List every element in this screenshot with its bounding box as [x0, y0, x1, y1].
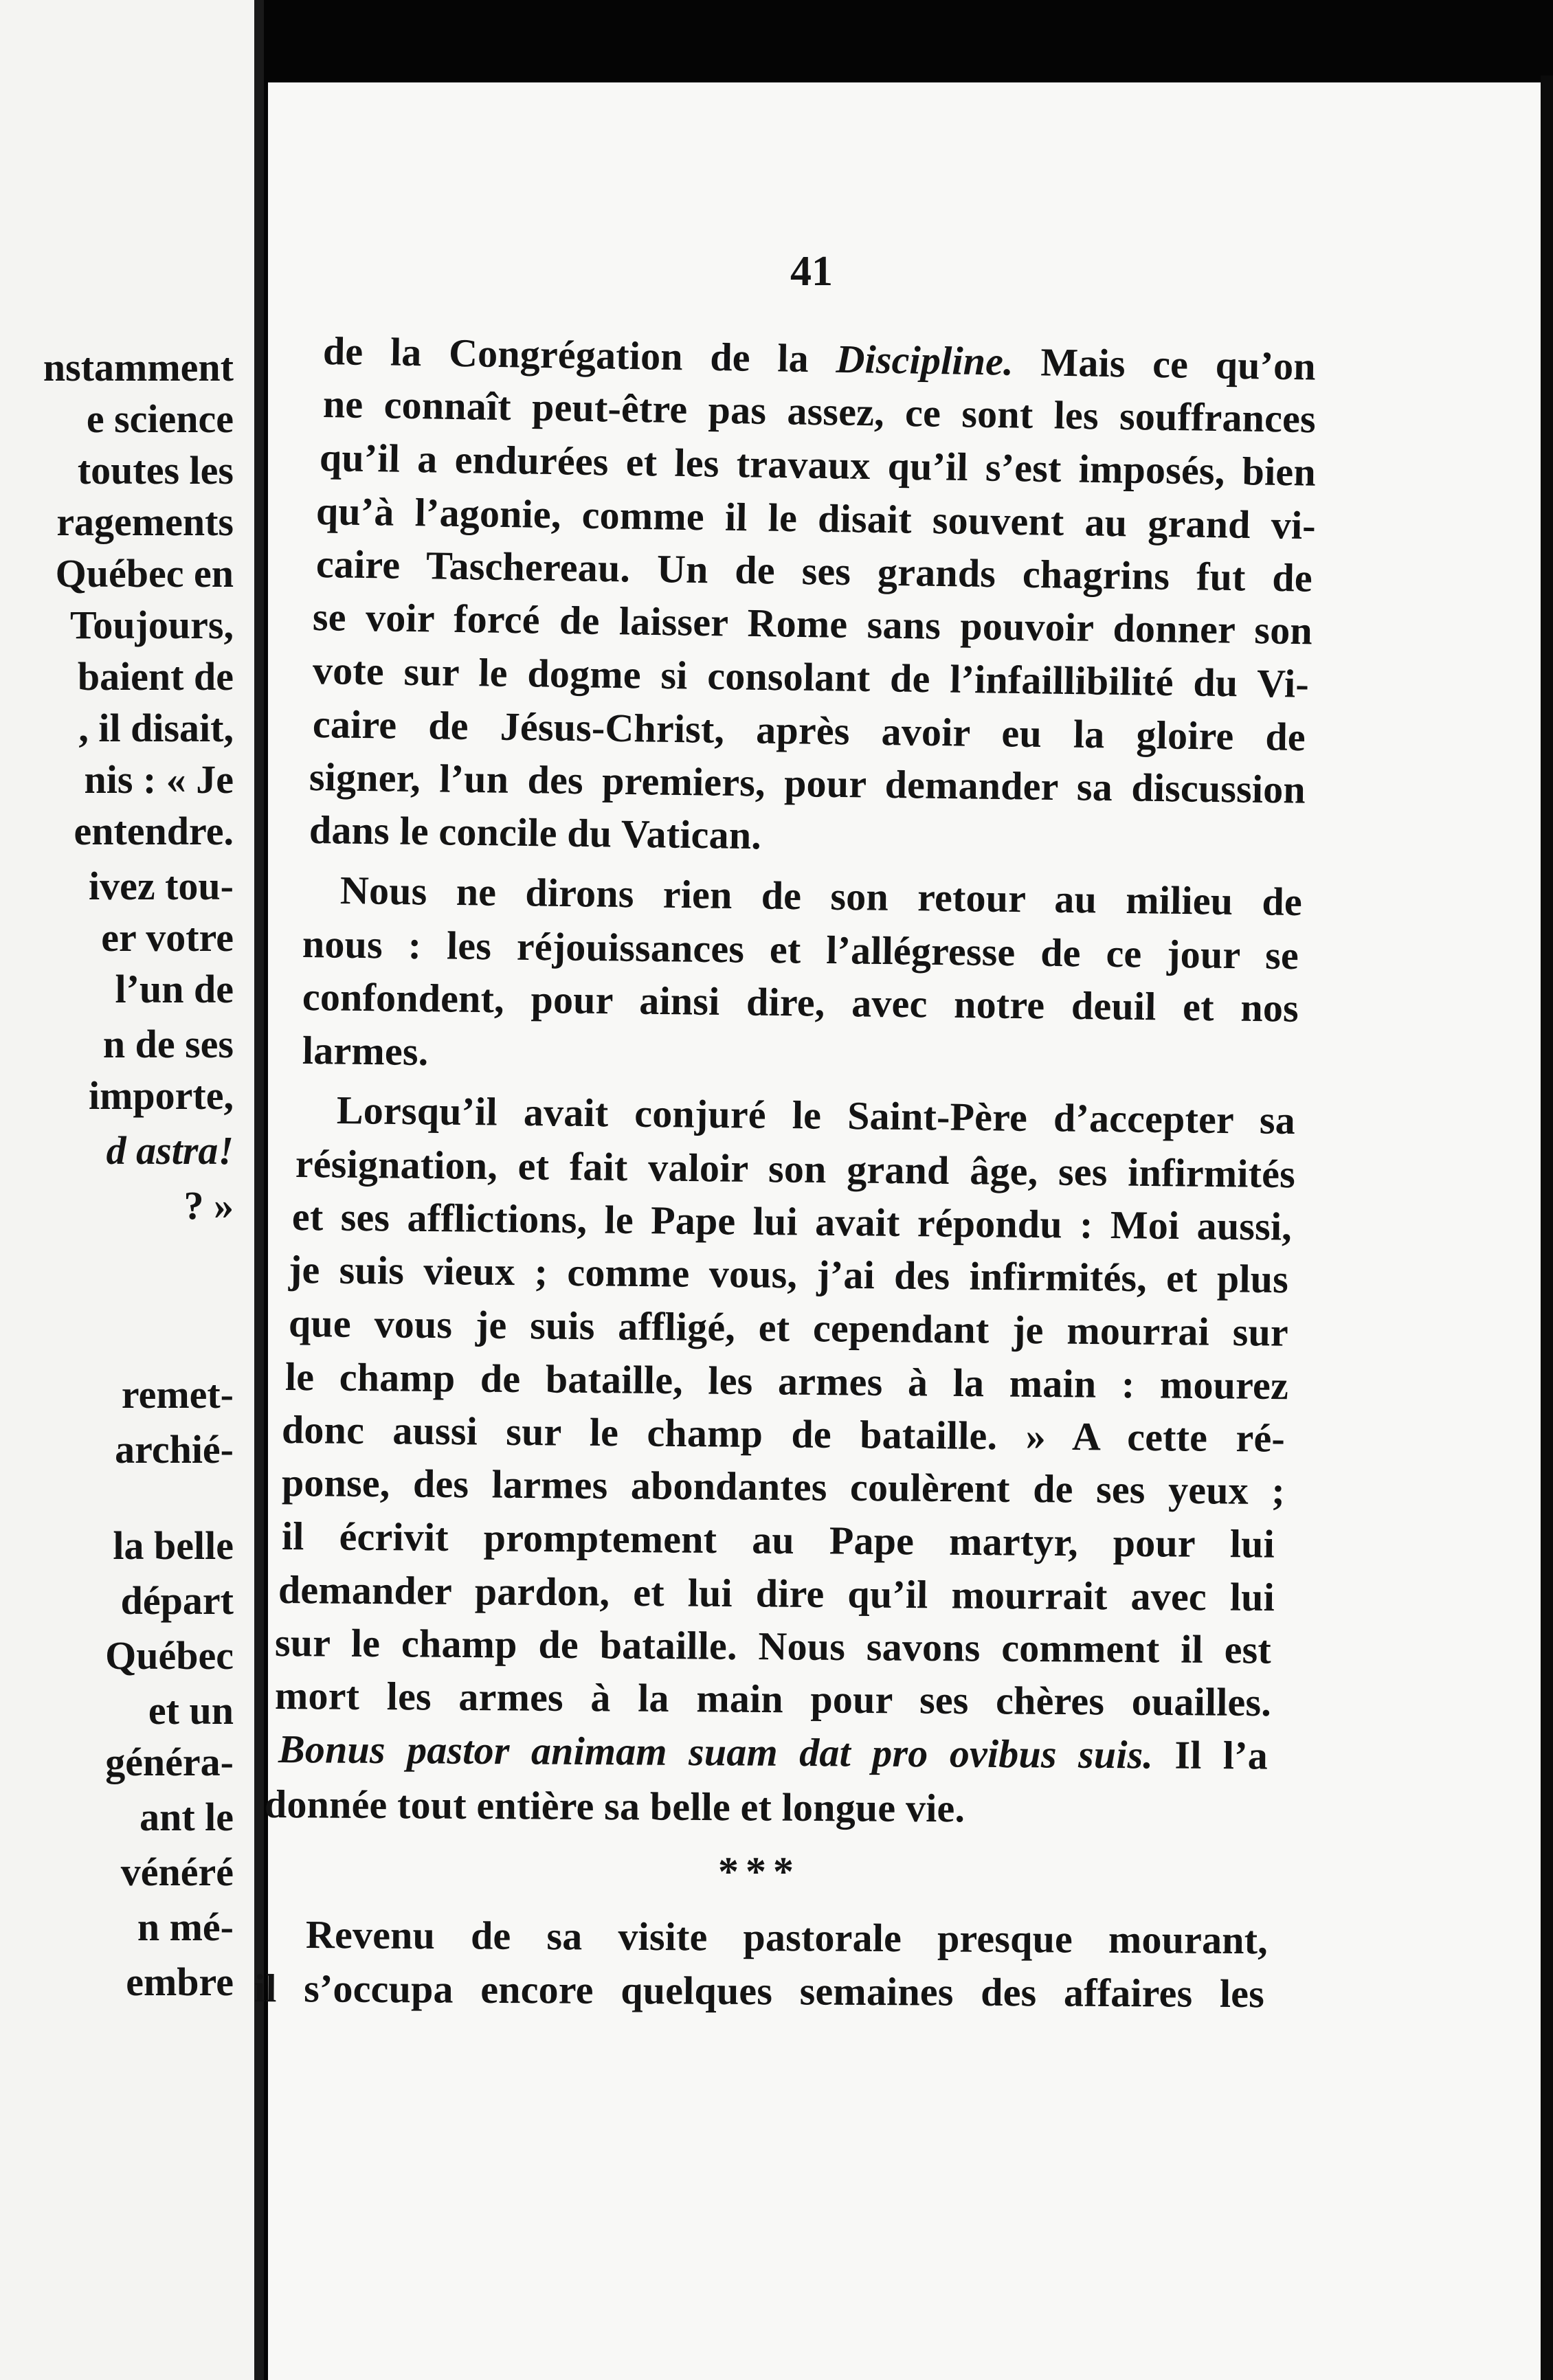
body-text-line — [278, 1565, 1275, 1622]
left-page-line: ? » — [183, 1183, 234, 1228]
body-text-segment: il écrivit promptement au Pape martyr, pour lui — [281, 1514, 1275, 1567]
body-text-segment: caire de Jésus-Christ, après avoir eu la gloire de — [312, 701, 1306, 760]
left-page-fragment — [0, 0, 254, 2380]
left-page-line: embre — [126, 1960, 234, 2004]
body-text-segment: confondent, pour ainsi dire, avec notre deuil et nos — [302, 974, 1299, 1031]
left-page-line: et un — [148, 1688, 234, 1733]
left-page-line: Québec — [105, 1633, 234, 1678]
body-text-line — [275, 1618, 1271, 1675]
left-page-line: ant le — [139, 1795, 234, 1839]
body-text-segment: Mais ce qu’on — [1013, 339, 1317, 389]
body-text-segment: qu’il a endurées et les travaux qu’il s’est imposés, bien — [319, 435, 1317, 495]
body-text-segment: Nous ne dirons rien de son retour au milieu de — [339, 868, 1303, 925]
page-gutter — [254, 0, 264, 2380]
body-text-segment: Il l’a — [1152, 1732, 1269, 1778]
left-page-line: l’un de — [115, 967, 234, 1011]
body-text-line — [285, 1352, 1289, 1411]
body-text-segment: de la Congrégation de la — [322, 328, 837, 381]
body-text-segment: donnée tout entière sa belle et longue vie. — [264, 1782, 965, 1831]
body-text-line — [292, 1192, 1293, 1252]
left-page-line: e science — [86, 396, 234, 441]
body-text-line — [306, 1910, 1268, 1965]
body-text-segment: donc aussi sur le champ de bataille. » A cette ré- — [281, 1407, 1286, 1461]
body-text-segment: larmes. — [302, 1028, 429, 1075]
body-text-segment: Revenu de sa visite pastorale presque mourant, — [305, 1912, 1269, 1963]
page-number: 41 — [790, 248, 833, 295]
body-text-segment: il s’occupa encore quelques semaines des affaires les — [254, 1966, 1265, 2017]
left-page-line: nstamment — [43, 345, 234, 390]
body-text-segment: signer, l’un des premiers, pour demander sa discussion — [309, 754, 1306, 812]
body-text-segment: sur le champ de bataille. Nous savons comment il est — [274, 1620, 1272, 1672]
body-text-segment: vote sur le dogme si consolant de l’infaillibilité du Vi- — [312, 648, 1310, 706]
section-separator: *** — [718, 1849, 801, 1894]
left-page-line: vénéré — [120, 1850, 234, 1894]
left-page-line: ragements — [56, 499, 234, 544]
body-text-segment: ne connaît peut-être pas assez, ce sont les souffrances — [322, 381, 1317, 442]
body-text-segment: caire Taschereau. Un de ses grands chagrins fut de — [315, 541, 1313, 600]
body-text-line — [278, 1725, 1268, 1781]
body-text-segment: Lorsqu’il avait conjuré le Saint-Père d’accepter sa — [336, 1088, 1296, 1143]
body-text-segment: ponse, des larmes abondantes coulèrent de ses yeux ; — [281, 1460, 1286, 1514]
body-text-segment: mort les armes à la main pour ses chères ouailles. — [274, 1673, 1272, 1725]
left-page-line: , il disait, — [78, 706, 234, 750]
left-page-line: remet- — [121, 1372, 234, 1417]
body-text-line — [282, 1512, 1275, 1569]
body-text-line — [309, 805, 762, 860]
left-page-line: généra- — [105, 1740, 234, 1784]
left-page-line: n mé- — [137, 1905, 234, 1949]
body-text-line — [289, 1299, 1289, 1358]
left-page-line: importe, — [89, 1073, 234, 1118]
body-text-line — [337, 1086, 1296, 1145]
left-page-line: er votre — [101, 915, 234, 960]
left-page-line: toutes les — [77, 448, 234, 493]
body-text-line — [275, 1671, 1271, 1727]
body-text-line — [282, 1458, 1286, 1516]
left-page-line: départ — [120, 1578, 234, 1623]
body-text-segment: que vous je suis affligé, et cependant je mourrai sur — [288, 1301, 1289, 1355]
body-text-line — [289, 1245, 1289, 1304]
left-page-line: nis : « Je — [84, 757, 234, 802]
body-text-segment: dans le concile du Vatican. — [309, 807, 762, 858]
body-text-segment: le champ de bataille, les armes à la main : mourez — [284, 1354, 1289, 1408]
body-text-line — [302, 1026, 429, 1077]
left-page-line: n de ses — [102, 1022, 234, 1066]
left-page-line: baient de — [77, 654, 234, 699]
body-text-segment: se voir forcé de laisser Rome sans pouvoir donner son — [312, 594, 1313, 653]
body-text-line — [282, 1405, 1286, 1463]
body-text-line — [254, 1964, 1264, 2019]
left-page-line: ivez tou- — [89, 864, 234, 908]
left-page-line: entendre. — [74, 809, 234, 853]
body-text-segment: résignation, et fait valoir son grand âge, ses infirmités — [295, 1141, 1296, 1197]
body-text-segment: je suis vieux ; comme vous, j’ai des infirmités, et plus — [288, 1247, 1289, 1302]
body-text-line — [295, 1139, 1296, 1199]
italic-text-segment: Bonus pastor animam suam dat pro ovibus suis. — [278, 1727, 1154, 1777]
left-page-line: Toujours, — [69, 603, 234, 647]
left-page-line: Québec en — [55, 551, 234, 596]
left-page-line: d astra! — [106, 1128, 234, 1173]
body-text-line — [265, 1780, 965, 1833]
body-text-segment: et ses afflictions, le Pape lui avait répondu : Moi aussi, — [291, 1194, 1293, 1249]
body-text-segment: demander pardon, et lui dire qu’il mourrait avec lui — [278, 1567, 1275, 1620]
italic-text-segment: Discipline. — [835, 336, 1014, 384]
left-page-line: la belle — [113, 1523, 234, 1568]
body-text-segment: qu’à l’agonie, comme il le disait souvent au grand vi- — [315, 489, 1317, 548]
left-page-line: archié- — [115, 1427, 234, 1472]
right-scan-edge — [1541, 76, 1553, 2380]
body-text-segment: nous : les réjouissances et l’allégresse de ce jour se — [302, 921, 1299, 978]
